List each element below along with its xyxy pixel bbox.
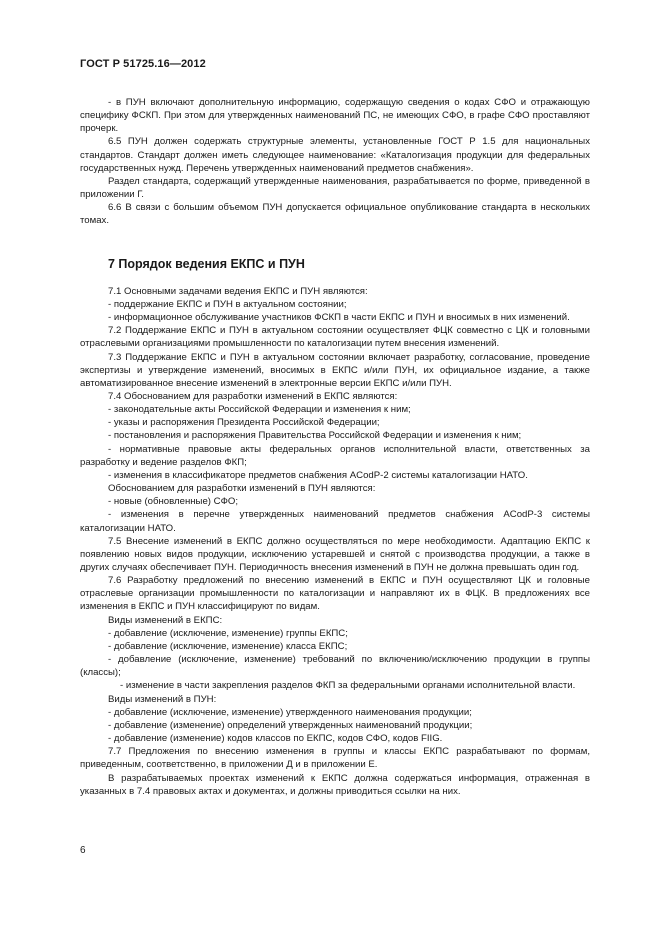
list-item: - новые (обновленные) СФО; [108,496,238,508]
paragraph: 7.3 Поддержание ЕКПС и ПУН в актуальном состоянии включает разработку, согласование, проведение экспертизы и утверждение изменений, вносимых в ЕКПС и/или ПУН, их официальное издание, а также автоматизированное внесение изменений в электронные версии ЕКПС и/или ПУН. [80,351,590,389]
paragraph: 7.1 Основными задачами ведения ЕКПС и ПУН являются: [108,285,368,297]
list-item: - изменения в классификаторе предметов снабжения ACodP-2 системы каталогизации НАТО. [108,469,528,481]
list-item: - добавление (изменение) определений утвержденных наименований продукции; [108,719,473,731]
list-item: - поддержание ЕКПС и ПУН в актуальном состоянии; [108,298,347,310]
paragraph: 6.6 В связи с большим объемом ПУН допускается официальное опубликование стандарта в нескольких томах. [80,202,590,227]
paragraph: 7.2 Поддержание ЕКПС и ПУН в актуальном состоянии осуществляет ФЦК совместно с ЦК и головными отраслевыми организациями промышленности по каталогизации путем внесения изменений. [80,325,590,350]
paragraph: Обоснованием для разработки изменений в ПУН являются: [108,483,376,495]
paragraph: Виды изменений в ЕКПС: [108,614,223,626]
document-header: ГОСТ Р 51725.16—2012 [80,58,206,70]
paragraph: Раздел стандарта, содержащий утвержденные наименования, разрабатывается по форме, приведенной в приложении Г. [80,175,590,201]
paragraph: 6.5 ПУН должен содержать структурные элементы, установленные ГОСТ Р 1.5 для национальных стандартов. Стандарт должен иметь следующее наименование: «Каталогизация продукции для федеральных государственных нужд. Перечень утвержденных наименований предметов снабжения». [80,136,590,174]
section-title: 7 Порядок ведения ЕКПС и ПУН [108,256,305,271]
document-body [80,96,590,798]
paragraph: - в ПУН включают дополнительную информацию, содержащую сведения о кодах СФО и отражающую специфику ФСКП. При этом для утвержденных наименований ПС, не имеющих СФО, в графе СФО проставляют прочерк. [80,97,590,135]
paragraph: Виды изменений в ПУН: [108,693,217,705]
list-item: - добавление (исключение, изменение) требований по включению/исключению продукции в группы (классы); [80,654,590,679]
paragraph: 7.4 Обоснованием для разработки изменений в ЕКПС являются: [108,390,398,402]
list-item: - информационное обслуживание участников ФСКП в части ЕКПС и ПУН и вносимых в них изменений. [108,312,570,324]
list-item: - изменение в части закрепления разделов ФКП за федеральными органами исполнительной власти. [120,680,576,692]
list-item: - законодательные акты Российской Федерации и изменения к ним; [108,404,411,416]
list-item: - добавление (изменение) кодов классов по ЕКПС, кодов СФО, кодов FIIG. [108,733,443,745]
list-item: - нормативные правовые акты федеральных органов исполнительной власти, ответственных за разработку и ведение разделов ФКП; [80,443,590,468]
list-item: - добавление (исключение, изменение) утвержденного наименования продукции; [108,706,472,718]
list-item: - добавление (исключение, изменение) группы ЕКПС; [108,627,348,639]
list-item: - изменения в перечне утвержденных наименований предметов снабжения ACodP-3 системы каталогизации НАТО. [80,509,590,534]
list-item: - добавление (исключение, изменение) класса ЕКПС; [108,640,348,652]
paragraph: 7.6 Разработку предложений по внесению изменений в ЕКПС и ПУН осуществляют ЦК и головные отраслевые организации промышленности по каталогизации и направляют их в ФЦК. В предложениях все изменения в ЕКПС и ПУН классифицируют по видам. [80,575,590,613]
list-item: - постановления и распоряжения Правительства Российской Федерации и изменения к ним; [108,430,522,442]
list-item: - указы и распоряжения Президента Российской Федерации; [108,417,380,429]
paragraph: 7.7 Предложения по внесению изменения в группы и классы ЕКПС разрабатывают по формам, приведенным, соответственно, в приложении Д и в приложении Е. [80,746,590,771]
page-number: 6 [80,845,86,856]
paragraph: В разрабатываемых проектах изменений к ЕКПС должна содержаться информация, отраженная в указанных в 7.4 правовых актах и документах, и должны приводиться ссылки на них. [80,772,590,797]
paragraph: 7.5 Внесение изменений в ЕКПС должно осуществляться по мере необходимости. Адаптацию ЕКПС к появлению новых видов продукции, исключению устаревшей и снятой с производства продукции, а также в других случаях обеспечивает ПУН. Периодичность внесения изменений в ПУН не должна превышать один год. [80,535,590,573]
